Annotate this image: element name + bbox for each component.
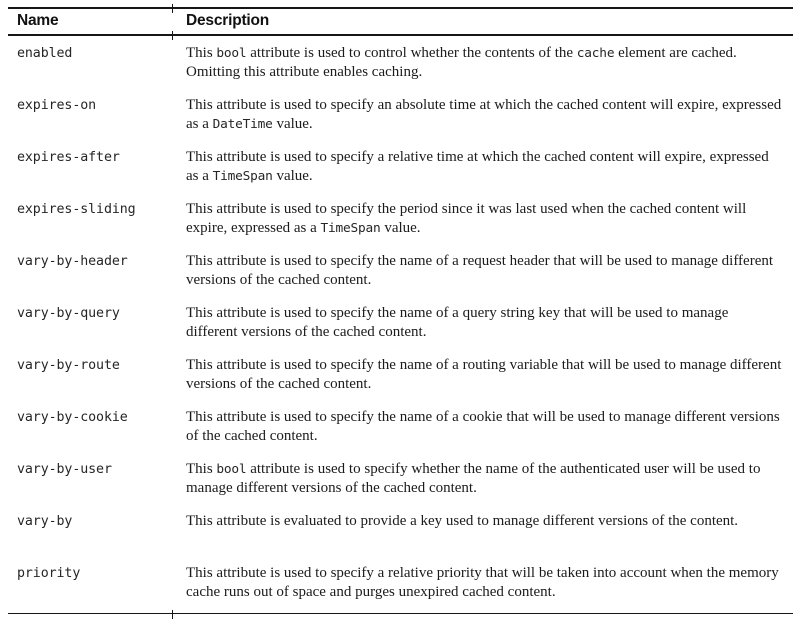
attribute-name: vary-by-cookie bbox=[17, 409, 128, 425]
inline-code: bool bbox=[216, 461, 247, 477]
table-row bbox=[8, 504, 793, 556]
attribute-description bbox=[172, 44, 793, 88]
attribute-name: vary-by-route bbox=[17, 357, 120, 373]
table-row bbox=[8, 296, 793, 348]
table-row bbox=[8, 244, 793, 296]
description-text: attribute is used to specify whether the name of the authenticated user will be used to manage different versions of the cached content. bbox=[186, 460, 761, 497]
attribute-description bbox=[172, 252, 793, 296]
column-divider-tick bbox=[172, 610, 173, 619]
attribute-name: expires-sliding bbox=[17, 201, 136, 217]
attribute-name: expires-after bbox=[17, 149, 120, 165]
table-row bbox=[8, 348, 793, 400]
description-text: This attribute is evaluated to provide a key used to manage different versions of the content. bbox=[186, 512, 739, 529]
attribute-name: vary-by-user bbox=[17, 461, 112, 477]
attribute-description bbox=[172, 460, 793, 504]
table-body bbox=[8, 36, 793, 608]
attribute-description bbox=[172, 148, 793, 192]
table-header-rule bbox=[8, 34, 793, 36]
table-row bbox=[8, 192, 793, 244]
table-row bbox=[8, 452, 793, 504]
attribute-description bbox=[172, 96, 793, 140]
attribute-name: priority bbox=[17, 565, 81, 581]
attributes-table bbox=[8, 7, 793, 614]
description-text: This attribute is used to specify the period since it was last used when the cached content will expire, expressed as a bbox=[186, 200, 747, 237]
description-text: attribute is used to control whether the contents of the bbox=[246, 44, 577, 61]
table-row bbox=[8, 556, 793, 608]
description-text: This attribute is used to specify the name of a cookie that will be used to manage different versions of the cached content. bbox=[186, 408, 780, 445]
attribute-name: vary-by-query bbox=[17, 305, 120, 321]
attribute-name: expires-on bbox=[17, 97, 97, 113]
attribute-name: vary-by-header bbox=[17, 253, 128, 269]
attribute-description bbox=[172, 304, 793, 348]
table-bottom-rule bbox=[8, 613, 793, 615]
table-row bbox=[8, 140, 793, 192]
attribute-description bbox=[172, 564, 793, 608]
table-row bbox=[8, 88, 793, 140]
inline-code: cache bbox=[576, 45, 615, 61]
description-text: value. bbox=[272, 168, 313, 185]
inline-code: TimeSpan bbox=[212, 169, 273, 185]
inline-code: TimeSpan bbox=[320, 221, 381, 237]
description-text: This attribute is used to specify an absolute time at which the cached content will expire, expressed as a bbox=[186, 96, 782, 133]
description-text: This attribute is used to specify the name of a query string key that will be used to manage different versions of the cached content. bbox=[186, 304, 729, 341]
attribute-name: vary-by bbox=[17, 513, 73, 529]
description-text: This attribute is used to specify the name of a request header that will be used to manage different versions of the cached content. bbox=[186, 252, 774, 289]
attribute-description bbox=[172, 512, 793, 556]
description-text: value. bbox=[272, 116, 313, 133]
description-text: element are cached. Omitting this attribute enables caching. bbox=[186, 44, 737, 81]
attribute-description bbox=[172, 356, 793, 400]
attribute-description bbox=[172, 200, 793, 244]
column-header-description: Description bbox=[186, 12, 270, 30]
column-divider-tick bbox=[172, 4, 173, 13]
attribute-name: enabled bbox=[17, 45, 73, 61]
column-divider-tick bbox=[172, 31, 173, 40]
description-text: This attribute is used to specify the name of a routing variable that will be used to manage different versions of the cached content. bbox=[186, 356, 782, 393]
description-text: This attribute is used to specify a relative priority that will be taken into account when the memory cache runs out of space and purges unexpired cached content. bbox=[186, 564, 779, 601]
column-header-name: Name bbox=[17, 12, 59, 30]
table-header-row bbox=[8, 9, 793, 34]
attribute-description bbox=[172, 408, 793, 452]
description-text: This bbox=[186, 44, 217, 61]
table-top-rule bbox=[8, 7, 793, 9]
description-text: value. bbox=[380, 220, 421, 237]
table-row bbox=[8, 400, 793, 452]
inline-code: DateTime bbox=[212, 117, 273, 133]
table-row bbox=[8, 36, 793, 88]
description-text: This bbox=[186, 460, 217, 477]
description-text: This attribute is used to specify a relative time at which the cached content will expire, expressed as a bbox=[186, 148, 769, 185]
inline-code: bool bbox=[216, 45, 247, 61]
